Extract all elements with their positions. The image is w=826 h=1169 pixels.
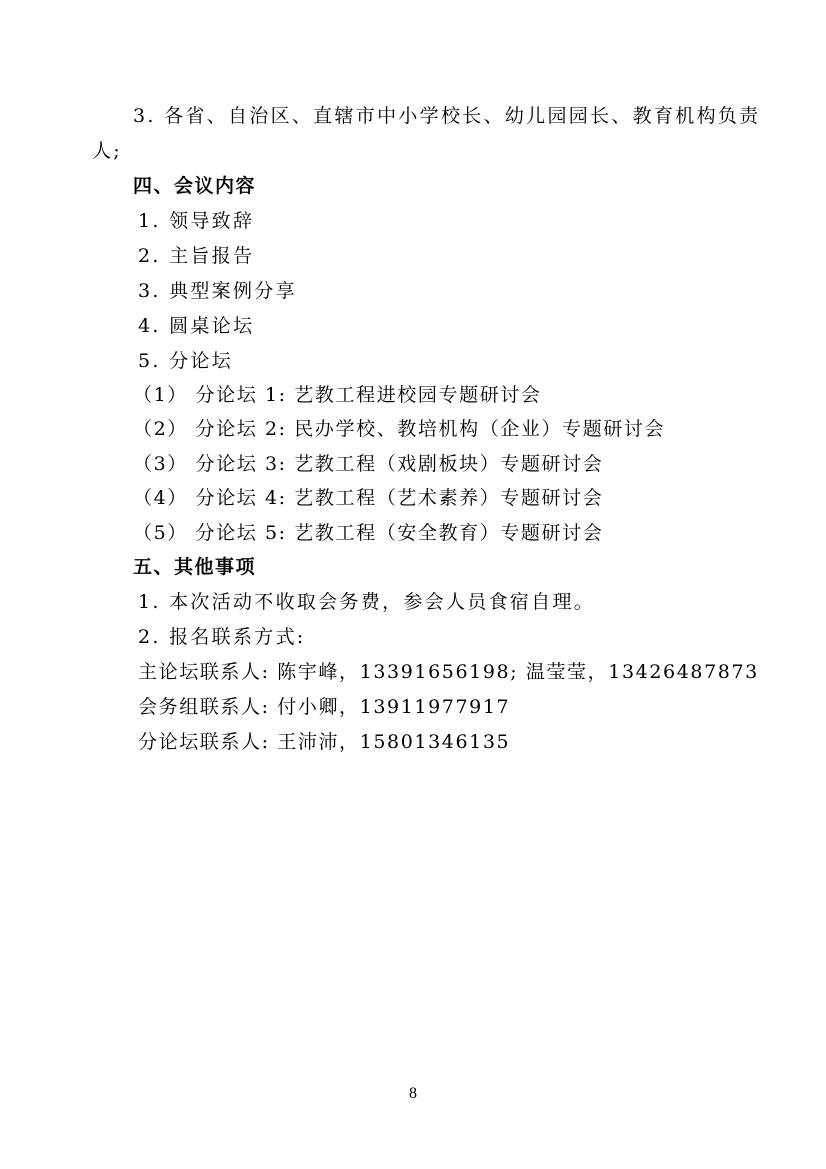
section-heading-4: 四、会议内容 <box>133 175 257 197</box>
agenda-item-2: 2. 主旨报告 <box>138 245 255 267</box>
contact-affairs-group: 会务组联系人: 付小卿，13911977917 <box>138 696 511 718</box>
agenda-item-5: 5. 分论坛 <box>138 350 233 372</box>
other-item-2: 2. 报名联系方式: <box>138 626 306 648</box>
subforum-item-1: （1） 分论坛 1: 艺教工程进校园专题研讨会 <box>133 384 542 406</box>
agenda-item-1: 1. 领导致辞 <box>138 210 255 232</box>
list-item-3-line-1: 3. 各省、自治区、直辖市中小学校长、幼儿园园长、教育机构负责 <box>133 105 761 127</box>
page-number: 8 <box>409 1085 417 1102</box>
subforum-item-3: （3） 分论坛 3: 艺教工程（戏剧板块）专题研讨会 <box>133 453 604 475</box>
agenda-item-3: 3. 典型案例分享 <box>138 280 297 302</box>
contact-sub-forum: 分论坛联系人: 王沛沛，15801346135 <box>138 731 511 753</box>
subforum-item-2: （2） 分论坛 2: 民办学校、教培机构（企业）专题研讨会 <box>133 418 666 440</box>
subforum-item-4: （4） 分论坛 4: 艺教工程（艺术素养）专题研讨会 <box>133 487 604 509</box>
subforum-item-5: （5） 分论坛 5: 艺教工程（安全教育）专题研讨会 <box>133 522 604 544</box>
contact-main-forum: 主论坛联系人: 陈宇峰，13391656198; 温莹莹，13426487873 <box>138 661 759 683</box>
agenda-item-4: 4. 圆桌论坛 <box>138 315 255 337</box>
list-item-3-line-2: 人; <box>92 140 123 162</box>
other-item-1: 1. 本次活动不收取会务费，参会人员食宿自理。 <box>138 591 596 613</box>
section-heading-5: 五、其他事项 <box>133 556 257 578</box>
